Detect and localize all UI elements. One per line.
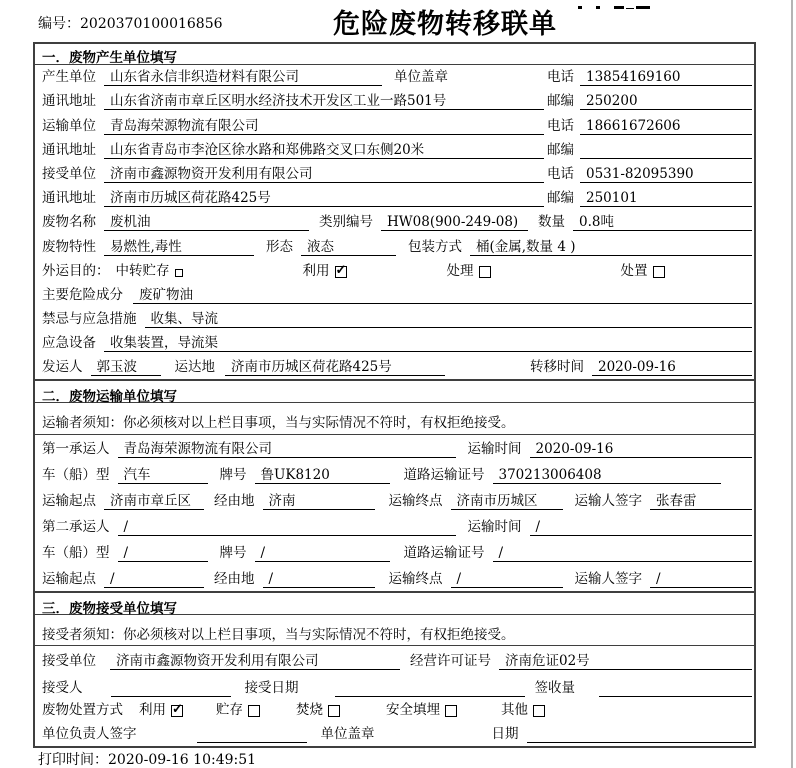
print-time-value: 2020-09-16 10:49:51: [108, 752, 257, 768]
signed-amount-value: [599, 680, 752, 697]
other-checkbox: [533, 705, 545, 717]
landfill-checkbox: [445, 705, 457, 717]
carrier-sign-value-2: /: [650, 571, 752, 588]
transporter-notice: 运输者须知：你必须核对以上栏目事项，当与实际情况不符时，有权拒绝接受。: [35, 403, 754, 435]
purpose-row: [35, 259, 754, 283]
hazard-row: [35, 283, 754, 307]
utilize-checkbox: [335, 266, 347, 278]
road-permit-value: 370213006408: [493, 467, 721, 484]
accept-unit-label: 接受单位: [42, 653, 96, 670]
disposal-checkbox: [653, 266, 665, 278]
signed-amount-label: 签收量: [534, 680, 575, 697]
destination-label: 运达地: [174, 359, 215, 376]
first-carrier-row: [35, 435, 754, 461]
form-value: 液态: [301, 239, 396, 256]
disposal-option-label: 贮存: [216, 702, 243, 719]
print-time-line: [38, 749, 256, 768]
first-carrier-value: 青岛海荣源物流有限公司: [118, 441, 456, 458]
treatment-checkbox: [479, 266, 491, 278]
address-label: 通讯地址: [42, 190, 96, 207]
road-permit-label: 道路运输证号: [403, 467, 485, 484]
license-label: 经营许可证号: [410, 653, 491, 670]
utilize-checkbox: [171, 705, 183, 717]
producer-address-row: [35, 89, 754, 113]
carrier-sign-label: 运输人签字: [574, 571, 642, 588]
via-label: 经由地: [214, 571, 255, 588]
receiver-notice: 接受者须知：你必须核对以上栏目事项，当与实际情况不符时，有权拒绝接受。: [35, 615, 754, 646]
disposal-method-row: [35, 700, 754, 722]
taboo-value: 收集、导流: [145, 311, 753, 328]
category-value: HW08(900-249-08): [381, 214, 528, 231]
equipment-row: [35, 331, 754, 355]
transporter-zip-value: [580, 142, 752, 159]
phone-label: 电话: [547, 165, 574, 182]
producer-zip-value: 250200: [580, 93, 752, 110]
second-carrier-label: 第二承运人: [42, 519, 110, 536]
print-time-label: 打印时间：: [38, 752, 108, 768]
route-row-2: [35, 565, 754, 591]
receiver-value: 济南市鑫源物资开发利用有限公司: [104, 166, 544, 183]
second-carrier-value: /: [118, 519, 456, 536]
transfer-storage-checkbox: [175, 269, 183, 277]
producer-value: 山东省永信非织造材料有限公司: [104, 69, 382, 86]
transfer-time-label: 转移时间: [530, 359, 584, 376]
phone-label: 电话: [547, 117, 574, 134]
incineration-checkbox: [328, 705, 340, 717]
hazard-value: 废矿物油: [133, 287, 752, 304]
first-carrier-time-value: 2020-09-16: [530, 441, 753, 458]
origin-label: 运输起点: [42, 493, 96, 510]
date-label: 日期: [491, 726, 519, 742]
transporter-label: 运输单位: [42, 117, 96, 134]
origin-label: 运输起点: [42, 571, 96, 588]
accept-unit-value: 济南市鑫源物资开发利用有限公司: [110, 653, 400, 670]
seal-label: 单位盖章: [394, 69, 448, 86]
packing-value: 桶(金属,数量 4 ): [470, 239, 752, 256]
origin-value: 济南市章丘区: [104, 493, 204, 510]
form-label: 形态: [266, 238, 293, 255]
chief-signature-value: [197, 726, 307, 743]
waste-name-value: 废机油: [104, 214, 309, 231]
via-value: 济南: [263, 493, 375, 510]
accept-person-label: 接受人: [42, 680, 83, 697]
address-label: 通讯地址: [42, 141, 96, 158]
zip-label: 邮编: [547, 190, 574, 207]
shipper-value: 郭玉波: [91, 359, 161, 376]
origin-value-2: /: [104, 571, 204, 588]
receiver-address-value: 济南市历城区荷花路425号: [104, 190, 544, 207]
accept-person-value: [111, 680, 231, 697]
manifest-table: [33, 42, 756, 748]
waste-character-value: 易燃性,毒性: [104, 239, 254, 256]
category-label: 类别编号: [319, 214, 373, 231]
receiver-phone-value: 0531-82095390: [580, 166, 752, 183]
endpoint-value-2: /: [451, 571, 563, 588]
accept-person-row: [35, 673, 754, 700]
receiver-zip-value: 250101: [580, 190, 752, 207]
second-carrier-time-value: /: [530, 519, 753, 536]
waste-character-row: [35, 234, 754, 258]
disposal-method-label: 废物处置方式: [42, 702, 123, 719]
transporter-address-row: [35, 138, 754, 162]
vehicle-row-2: [35, 539, 754, 565]
road-permit-value-2: /: [493, 545, 753, 562]
accept-unit-row: [35, 646, 754, 673]
transporter-row: [35, 113, 754, 137]
accept-date-value: [335, 680, 525, 697]
vehicle-type-value-2: /: [118, 545, 208, 562]
carrier-sign-label: 运输人签字: [574, 493, 642, 510]
accept-date-label: 接受日期: [244, 680, 299, 697]
transfer-time-value: 2020-09-16: [592, 359, 752, 376]
endpoint-value: 济南市历城区: [451, 493, 563, 510]
vehicle-type-label: 车（船）型: [42, 467, 110, 484]
route-row-1: [35, 487, 754, 513]
chief-signature-row: [35, 722, 754, 746]
storage-checkbox: [248, 705, 260, 717]
phone-label: 电话: [547, 69, 574, 86]
shipper-label: 发运人: [42, 359, 83, 376]
serial-value: 2020370100016856: [80, 16, 223, 32]
purpose-label: 外运目的：: [42, 262, 110, 279]
transport-time-label: 运输时间: [467, 441, 522, 458]
license-value: 济南危证02号: [499, 653, 752, 670]
destination-value: 济南市历城区荷花路425号: [225, 359, 445, 376]
plate-label: 牌号: [219, 467, 247, 484]
purpose-option-label: 利用: [302, 262, 330, 279]
endpoint-label: 运输终点: [388, 571, 443, 588]
transporter-address-value: 山东省青岛市李沧区徐水路和郑佛路交叉口东侧20米: [104, 142, 544, 159]
vehicle-type-label: 车（船）型: [42, 545, 110, 562]
equipment-label: 应急设备: [42, 335, 96, 352]
producer-phone-value: 13854169160: [580, 69, 752, 86]
transporter-phone-value: 18661672606: [580, 118, 752, 135]
producer-address-value: 山东省济南市章丘区明水经济技术开发区工业一路501号: [104, 93, 544, 110]
waste-character-label: 废物特性: [42, 238, 96, 255]
receiver-label: 接受单位: [42, 165, 96, 182]
unit-seal-label: 单位盖章: [320, 726, 375, 742]
shipper-row: [35, 355, 754, 379]
serial-label: 编号：: [38, 16, 80, 32]
via-value-2: /: [263, 571, 375, 588]
section1-header: 一．废物产生单位填写: [35, 44, 754, 65]
producer-label: 产生单位: [42, 69, 96, 86]
producer-row: [35, 65, 754, 89]
zip-label: 邮编: [547, 93, 574, 110]
receiver-row: [35, 162, 754, 186]
disposal-option-label: 安全填埋: [386, 702, 440, 719]
section2-header: 二．废物运输单位填写: [35, 379, 754, 403]
packing-label: 包装方式: [408, 238, 462, 255]
purpose-option-label: 处置: [620, 262, 648, 279]
hazard-label: 主要危险成分: [42, 286, 123, 303]
address-label: 通讯地址: [42, 93, 96, 110]
plate-value: 鲁UK8120: [255, 467, 390, 484]
quantity-label: 数量: [538, 214, 565, 231]
equipment-value: 收集装置，导流渠: [104, 335, 752, 352]
vehicle-type-value: 汽车: [118, 467, 208, 484]
road-permit-label: 道路运输证号: [403, 545, 485, 562]
qr-code-icon: [578, 0, 652, 9]
page-right-edge: [791, 0, 793, 768]
plate-value-2: /: [255, 545, 390, 562]
waste-name-row: [35, 210, 754, 234]
page-title: 危险废物转移联单: [333, 9, 557, 40]
receiver-address-row: [35, 186, 754, 210]
vehicle-row-1: [35, 461, 754, 487]
disposal-option-label: 焚烧: [296, 702, 323, 719]
taboo-row: [35, 307, 754, 331]
first-carrier-label: 第一承运人: [42, 441, 110, 458]
plate-label: 牌号: [219, 545, 247, 562]
via-label: 经由地: [214, 493, 255, 510]
disposal-option-label: 其他: [501, 702, 528, 719]
second-carrier-row: [35, 513, 754, 539]
serial-number-line: [38, 13, 223, 33]
transporter-value: 青岛海荣源物流有限公司: [104, 118, 544, 135]
waste-name-label: 废物名称: [42, 214, 96, 231]
purpose-option-label: 处理: [446, 262, 474, 279]
carrier-sign-value: 张春雷: [650, 493, 752, 510]
quantity-value: 0.8吨: [573, 214, 752, 231]
taboo-label: 禁忌与应急措施: [42, 311, 137, 328]
date-value: [527, 726, 753, 743]
chief-signature-label: 单位负责人签字: [42, 726, 137, 742]
zip-label: 邮编: [547, 141, 574, 158]
section3-header: 三．废物接受单位填写: [35, 591, 754, 615]
purpose-option-label: 中转贮存: [115, 262, 170, 279]
transport-time-label: 运输时间: [467, 519, 522, 536]
disposal-option-label: 利用: [139, 702, 166, 719]
endpoint-label: 运输终点: [388, 493, 443, 510]
